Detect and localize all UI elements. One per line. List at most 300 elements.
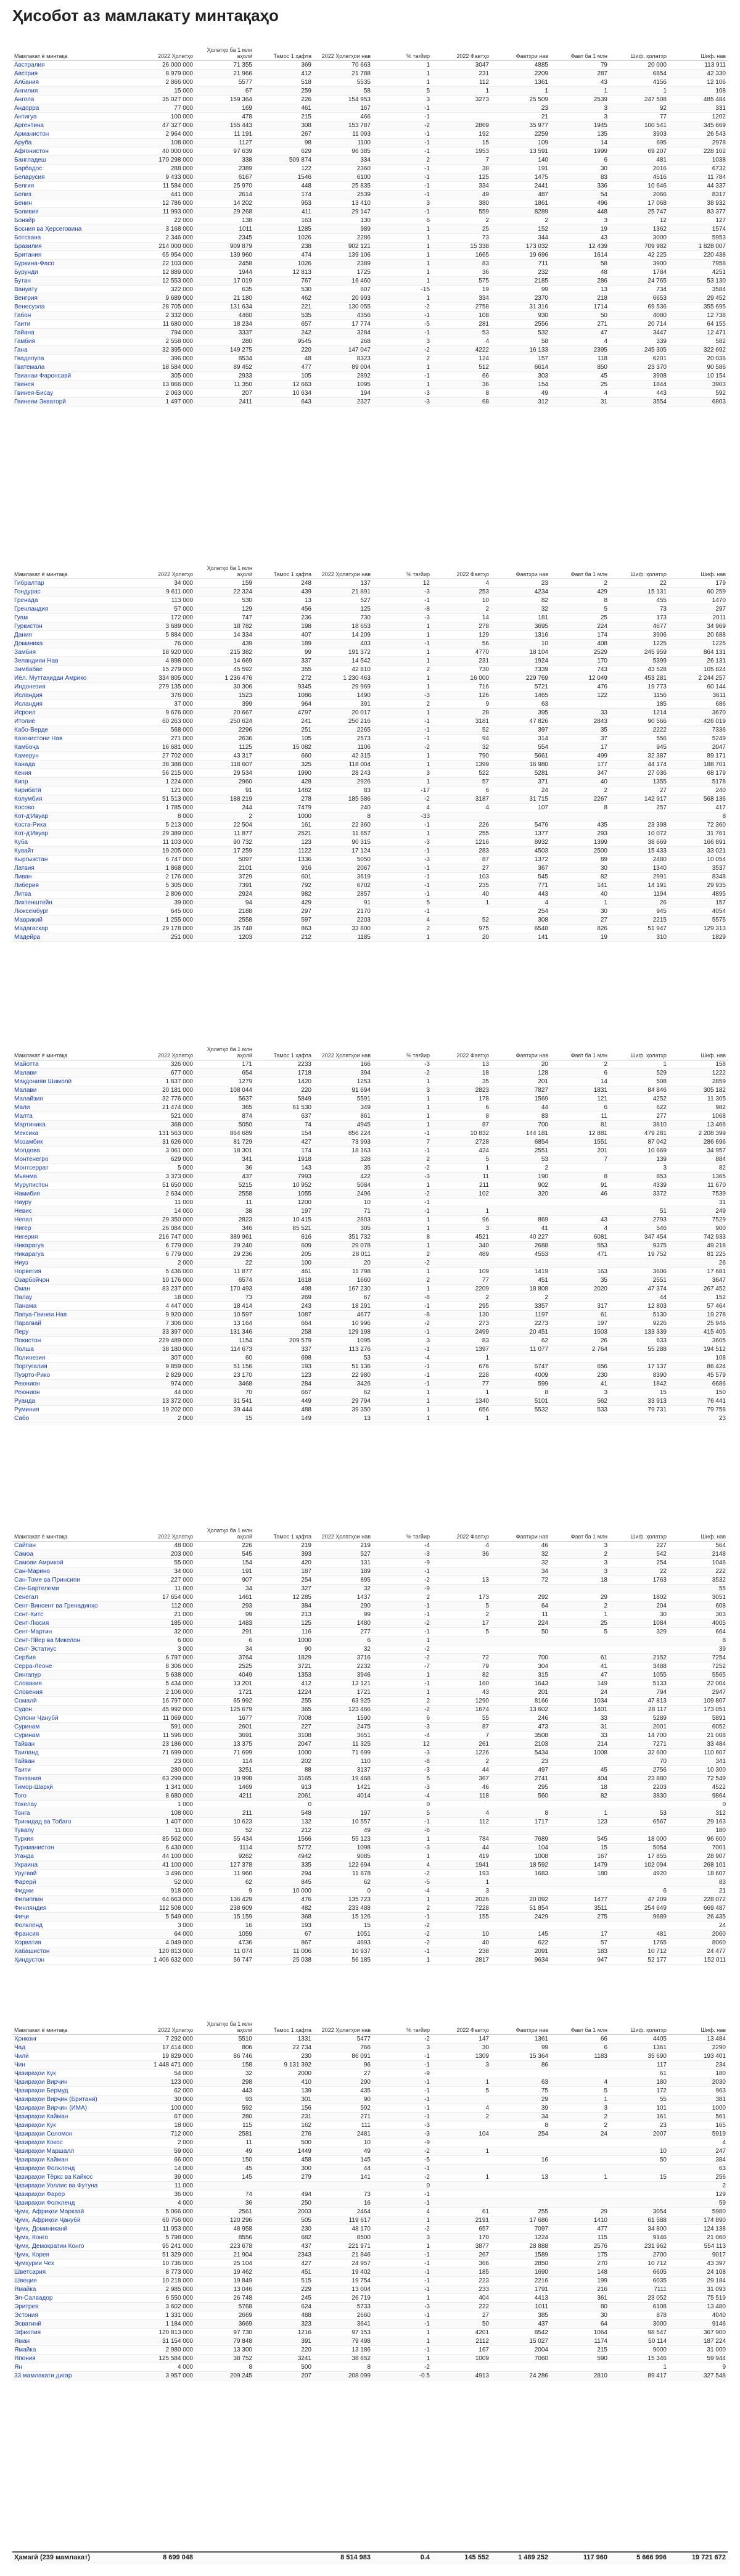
country-link[interactable]: Кирибатӣ xyxy=(14,787,41,794)
country-link[interactable]: Сербия xyxy=(14,1654,36,1661)
country-link[interactable]: Полша xyxy=(14,1346,34,1353)
country-link[interactable]: Того xyxy=(14,1793,27,1799)
table-cell: 24 477 xyxy=(707,1948,726,1955)
country-link[interactable]: Сомалӣ xyxy=(14,1698,37,1704)
country-link[interactable]: Лихтенштейн xyxy=(14,899,52,906)
country-link[interactable]: Литва xyxy=(14,891,31,898)
country-link[interactable]: Сент-Китс xyxy=(14,1611,44,1618)
country-link[interactable]: Ян xyxy=(14,2364,22,2371)
column-header[interactable]: Фавт ба 1 млн xyxy=(570,571,607,577)
country-link[interactable]: Бутан xyxy=(14,278,31,284)
country-link[interactable]: Гваделупа xyxy=(14,355,44,362)
column-header[interactable]: Шиф. нав xyxy=(701,53,726,59)
country-link[interactable]: Косово xyxy=(14,804,35,811)
country-link[interactable]: Беларусия xyxy=(14,174,45,181)
country-link[interactable]: Тимор-Шарқӣ xyxy=(14,1784,53,1791)
country-link[interactable]: Фиджи xyxy=(14,1888,34,1894)
table-cell: 49 xyxy=(482,191,489,198)
country-link[interactable]: Самоа xyxy=(14,1551,33,1558)
table-row xyxy=(12,1138,728,1147)
column-header[interactable]: 2022 Фавтҳо xyxy=(456,53,489,59)
country-link[interactable]: Ҷумҳ. Африқои Ҷанубӣ xyxy=(14,2217,81,2224)
column-header[interactable]: % тағйир xyxy=(406,2027,430,2033)
country-link[interactable]: Сайпан xyxy=(14,1542,36,1549)
country-link[interactable]: Андорра xyxy=(14,105,39,112)
country-link[interactable]: Гана xyxy=(14,347,28,353)
country-link[interactable]: Либерия xyxy=(14,882,39,889)
country-link[interactable]: Гвинея-Бисау xyxy=(14,390,54,397)
country-link[interactable]: Иёл. Муттаҳидаи Амрико xyxy=(14,675,87,682)
country-link[interactable]: Пуэрто-Рико xyxy=(14,1372,51,1379)
column-header[interactable]: 2022 Ҳолатҳо xyxy=(157,1052,193,1059)
country-link[interactable]: Япония xyxy=(14,2355,36,2362)
country-link[interactable]: Сен-Бартелеми xyxy=(14,1585,59,1592)
country-link[interactable]: Сент-Мартин xyxy=(14,1629,52,1635)
country-link[interactable]: Тринидад ва Тобаго xyxy=(14,1818,72,1825)
table-cell: 1203 xyxy=(238,934,252,941)
column-header[interactable]: 2022 Ҳолатҳои нав xyxy=(321,2027,371,2033)
country-link[interactable]: Швеция xyxy=(14,2277,37,2284)
column-header[interactable]: 2022 Ҳолатҳои нав xyxy=(321,1052,371,1059)
country-link[interactable]: Гренада xyxy=(14,597,38,604)
table-cell: 3 689 000 xyxy=(165,623,193,630)
country-link[interactable]: Кения xyxy=(14,770,31,777)
column-header[interactable]: 2022 Ҳолатҳо xyxy=(157,2027,193,2033)
country-link[interactable]: Гуам xyxy=(14,614,28,621)
country-link[interactable]: Гвианаи Фаронсавӣ xyxy=(14,373,72,379)
country-link[interactable]: Сингапур xyxy=(14,1672,41,1678)
column-header[interactable]: Шиф. ҳолатҳо xyxy=(630,571,667,577)
country-link[interactable]: Серра-Леоне xyxy=(14,1663,52,1670)
country-link[interactable]: Буркина-Фасо xyxy=(14,260,55,267)
country-link[interactable]: Ҷумҳурии Чех xyxy=(14,2260,54,2267)
column-header[interactable]: Мамлакат ё минтақа xyxy=(14,2027,68,2033)
country-link[interactable]: Сент-Пйер ва Микелон xyxy=(14,1637,81,1644)
country-link[interactable]: Люксембург xyxy=(14,908,49,915)
country-link[interactable]: Эл-Салвадор xyxy=(14,2295,53,2301)
country-link[interactable]: Майотта xyxy=(14,1061,39,1068)
country-link[interactable]: Бразилия xyxy=(14,243,42,250)
country-link[interactable]: Барбадос xyxy=(14,165,43,172)
country-link[interactable]: Дания xyxy=(14,632,32,638)
country-link[interactable]: Невис xyxy=(14,1208,32,1215)
country-link[interactable]: Кот-д'Ивуар xyxy=(14,813,49,820)
column-header[interactable]: Тамос 1 ҳафта xyxy=(273,571,311,577)
country-link[interactable]: Сенегал xyxy=(14,1594,38,1601)
country-link[interactable]: Яман xyxy=(14,2338,30,2345)
country-link[interactable]: Оман xyxy=(14,1286,30,1292)
country-link[interactable]: Ҷумҳ. Конго xyxy=(14,2234,48,2241)
country-link[interactable]: Эстония xyxy=(14,2312,38,2319)
country-link[interactable]: Кыргызстан xyxy=(14,856,48,863)
column-header[interactable]: 2022 Фавтҳо xyxy=(456,1534,489,1540)
country-link[interactable]: Колумбия xyxy=(14,796,43,803)
country-link[interactable]: Гватемала xyxy=(14,364,45,371)
country-link[interactable]: Албания xyxy=(14,79,39,86)
country-link[interactable]: Перу xyxy=(14,1329,29,1335)
country-link[interactable]: Ҷумҳ. Демократии Конго xyxy=(14,2243,84,2250)
column-header[interactable]: Ҳолатҳо ба 1 млн аҳолӣ xyxy=(207,565,252,577)
column-header[interactable]: Тамос 1 ҳафта xyxy=(273,2027,311,2033)
column-header[interactable]: Шиф. нав xyxy=(701,1052,726,1059)
country-link[interactable]: Уганда xyxy=(14,1853,34,1860)
country-link[interactable]: Сент-Эстатиус xyxy=(14,1646,57,1653)
country-link[interactable]: Зимбабве xyxy=(14,666,43,673)
country-link[interactable]: Норвегия xyxy=(14,1268,41,1275)
country-link[interactable]: Суринам xyxy=(14,1732,40,1739)
country-link[interactable]: Ҷазираҳои Фарер xyxy=(14,2191,65,2198)
country-link[interactable]: Мадейра xyxy=(14,934,41,941)
country-link[interactable]: Боливия xyxy=(14,208,39,215)
country-link[interactable]: Индонезия xyxy=(14,683,46,690)
country-link[interactable]: Венесуэла xyxy=(14,303,45,310)
column-header[interactable]: 2022 Ҳолатҳо xyxy=(157,53,193,59)
column-header[interactable]: 2022 Фавтҳо xyxy=(456,2027,489,2033)
country-link[interactable]: Фиҷи xyxy=(14,1913,29,1920)
country-link[interactable]: Ҷумҳ. Африқои Марказӣ xyxy=(14,2208,84,2215)
country-link[interactable]: Папуа-Гвинеи Нав xyxy=(14,1311,67,1318)
table-cell: 1784 xyxy=(652,269,667,276)
country-link[interactable]: Ҷазираҳои Бермуд xyxy=(14,2087,68,2094)
country-link[interactable]: Антигуа xyxy=(14,114,37,120)
table-cell: 1000 xyxy=(297,813,311,820)
column-header[interactable]: Мамлакат ё минтақа xyxy=(14,571,68,577)
table-cell: 81 xyxy=(600,1121,607,1128)
country-link[interactable]: Сан-Марино xyxy=(14,1568,50,1575)
country-link[interactable]: Ҷазираҳои Вирҷин (Британӣ) xyxy=(14,2096,97,2103)
column-header[interactable]: Тамос 1 ҳафта xyxy=(273,1052,311,1059)
table-cell: 3 xyxy=(426,2234,430,2241)
country-link[interactable]: Бенин xyxy=(14,200,32,207)
country-link[interactable]: Мьянма xyxy=(14,1173,37,1180)
country-link[interactable]: Малави xyxy=(14,1087,37,1094)
country-link[interactable]: Исландия xyxy=(14,692,43,699)
country-link[interactable]: Португалия xyxy=(14,1363,47,1370)
column-header[interactable]: Шиф. ҳолатҳо xyxy=(630,1052,667,1059)
country-link[interactable]: Самоаи Амрикоӣ xyxy=(14,1559,64,1566)
country-link[interactable]: Хабашистон xyxy=(14,1948,50,1955)
country-link[interactable]: Чад xyxy=(14,2044,26,2051)
country-link[interactable]: Австралия xyxy=(14,62,45,68)
column-header[interactable]: 2022 Ҳолатҳои нав xyxy=(321,1534,371,1540)
country-link[interactable]: Камбоҷа xyxy=(14,744,39,751)
table-cell: 238 xyxy=(479,1948,489,1955)
country-link[interactable]: Ҷазираҳои Фолкленд xyxy=(14,2165,75,2172)
country-link[interactable]: Гренландия xyxy=(14,606,49,613)
country-link[interactable]: Чилӣ xyxy=(14,2053,29,2060)
country-link[interactable]: Словакия xyxy=(14,1680,42,1687)
column-header[interactable]: Мамлакат ё минтақа xyxy=(14,53,68,59)
column-header[interactable]: 2022 Ҳолатҳо xyxy=(157,571,193,577)
country-link[interactable]: Исландия xyxy=(14,701,43,708)
country-link[interactable]: Ҷумҳ. Корея xyxy=(14,2252,49,2258)
country-link[interactable]: Уругвай xyxy=(14,1870,37,1877)
country-link[interactable]: Танзания xyxy=(14,1775,41,1782)
column-header[interactable]: Тамос 1 ҳафта xyxy=(273,53,311,59)
table-cell: 7 xyxy=(485,1732,489,1739)
country-link[interactable]: Таити xyxy=(14,1767,31,1773)
country-link[interactable]: Эфиопия xyxy=(14,2329,41,2336)
country-link[interactable]: Ҷумҳ. Доминиканӣ xyxy=(14,2226,68,2232)
country-link[interactable]: Полинезия xyxy=(14,1355,46,1361)
country-link[interactable]: Ангилия xyxy=(14,88,38,94)
country-link[interactable]: Бурунди xyxy=(14,269,38,276)
country-link[interactable]: Науру xyxy=(14,1199,32,1206)
country-link[interactable]: Ботсвана xyxy=(14,234,41,241)
table-cell: 1 xyxy=(604,88,607,94)
country-link[interactable]: Гайана xyxy=(14,329,35,336)
country-link[interactable]: Суринам xyxy=(14,1724,40,1730)
column-header[interactable]: Фавт ба 1 млн xyxy=(570,53,607,59)
country-link[interactable]: Маврикий xyxy=(14,917,43,923)
table-cell xyxy=(491,1887,550,1895)
country-link[interactable]: Гуркистон xyxy=(14,623,43,630)
country-link[interactable]: Тайван xyxy=(14,1758,35,1765)
country-link[interactable]: Мали xyxy=(14,1104,30,1111)
country-link[interactable]: Вануату xyxy=(14,286,38,293)
column-header[interactable]: % тағйир xyxy=(406,571,430,577)
table-cell: 53 130 xyxy=(707,278,726,284)
country-link[interactable]: Покистон xyxy=(14,1337,41,1344)
country-link[interactable]: Малайзия xyxy=(14,1096,43,1102)
country-link[interactable]: Парагвай xyxy=(14,1320,41,1327)
country-link[interactable]: Тонга xyxy=(14,1810,30,1817)
country-link[interactable]: Озарбойҷон xyxy=(14,1277,49,1284)
country-link[interactable]: Судон xyxy=(14,1706,32,1713)
country-link[interactable]: Монтенегро xyxy=(14,1156,49,1163)
country-link[interactable]: Финляндия xyxy=(14,1905,47,1912)
country-link[interactable]: Гибралтар xyxy=(14,580,44,587)
country-link[interactable]: Мурупистон xyxy=(14,1182,49,1189)
country-link[interactable]: Франсия xyxy=(14,1931,39,1938)
country-link[interactable]: Токелау xyxy=(14,1801,37,1808)
country-link[interactable]: Гаити xyxy=(14,321,31,328)
country-link[interactable]: Габон xyxy=(14,312,31,319)
table-cell: 144 181 xyxy=(525,1130,548,1137)
column-header[interactable]: Шиф. нав xyxy=(701,1534,726,1540)
column-header[interactable]: 2022 Ҳолатҳои нав xyxy=(321,53,371,59)
country-link[interactable]: Латвия xyxy=(14,865,35,872)
country-link[interactable]: Туркия xyxy=(14,1836,34,1843)
column-header[interactable]: % тағйир xyxy=(406,1052,430,1059)
country-link[interactable]: Мексика xyxy=(14,1130,39,1137)
country-link[interactable]: Ямайка xyxy=(14,2347,36,2353)
country-link[interactable]: 33 мамлакати дигар xyxy=(14,2372,72,2379)
country-link[interactable]: Доминика xyxy=(14,640,43,647)
country-link[interactable]: Камерун xyxy=(14,753,39,759)
column-header[interactable]: Ҳолатҳо ба 1 млн аҳолӣ xyxy=(207,47,252,59)
column-header[interactable]: Фавтҳои нав xyxy=(516,571,548,577)
country-link[interactable]: Намибия xyxy=(14,1191,40,1197)
country-link[interactable]: Ниуэ xyxy=(14,1260,28,1266)
column-header[interactable]: Фавтҳои нав xyxy=(516,1534,548,1540)
column-header[interactable]: Ҳолатҳо ба 1 млн аҳолӣ xyxy=(207,1527,252,1540)
country-link[interactable]: Мозамбик xyxy=(14,1139,43,1146)
country-link[interactable]: Арманистон xyxy=(14,131,49,138)
column-header[interactable]: Фавтҳои нав xyxy=(516,2027,548,2033)
country-link[interactable]: Ҷазираҳои Кайман xyxy=(14,2113,68,2120)
country-link[interactable]: Реюнион xyxy=(14,1389,40,1396)
country-link[interactable]: Замбия xyxy=(14,649,36,656)
country-link[interactable]: Венгрия xyxy=(14,295,38,302)
country-link[interactable]: Сулони Ҷанубӣ xyxy=(14,1715,59,1722)
country-link[interactable]: Тувалу xyxy=(14,1827,35,1834)
country-link[interactable]: Ҷазираҳои Кук xyxy=(14,2070,56,2077)
column-header[interactable]: Фавт ба 1 млн xyxy=(570,1534,607,1540)
table-cell: 389 961 xyxy=(229,1234,252,1241)
country-link[interactable]: Кабо-Верде xyxy=(14,727,48,733)
country-link[interactable]: Мақдонияи Шимолӣ xyxy=(14,1078,72,1085)
country-link[interactable]: Малави xyxy=(14,1070,37,1076)
country-link[interactable]: Эритрея xyxy=(14,2303,39,2310)
country-link[interactable]: Аруба xyxy=(14,139,32,146)
column-header[interactable]: Мамлакат ё минтақа xyxy=(14,1534,68,1540)
column-header[interactable]: Тамос 1 ҳафта xyxy=(273,1534,311,1540)
table-cell: 2 208 399 xyxy=(698,1130,726,1137)
country-link[interactable]: Гвинеяи Экваторӣ xyxy=(14,398,66,405)
column-header[interactable]: Шиф. нав xyxy=(701,571,726,577)
country-link[interactable]: Ҷазираҳои Уоллис ва Футуна xyxy=(14,2182,98,2189)
country-link[interactable]: Ҷазираҳои Маршалл xyxy=(14,2148,75,2155)
country-link[interactable]: Гамбия xyxy=(14,338,35,345)
country-link[interactable]: Куба xyxy=(14,839,28,846)
country-link[interactable]: Аргентина xyxy=(14,122,44,129)
country-link[interactable]: Молдова xyxy=(14,1147,40,1154)
country-link[interactable]: Палау xyxy=(14,1294,33,1301)
table-cell: 1990 xyxy=(297,770,311,777)
country-link[interactable]: Итолиё xyxy=(14,718,35,725)
column-header[interactable]: Ҳолатҳо ба 1 млн аҳолӣ xyxy=(207,1046,252,1059)
country-link[interactable]: Казокистони Нав xyxy=(14,735,63,742)
country-link[interactable]: Исроил xyxy=(14,709,36,716)
country-link[interactable]: Украина xyxy=(14,1862,38,1868)
column-header[interactable]: 2022 Фавтҳо xyxy=(456,1052,489,1059)
country-link[interactable]: Канада xyxy=(14,761,35,768)
country-link[interactable]: Руанда xyxy=(14,1398,36,1405)
country-link[interactable]: Кот-д'Ивуар xyxy=(14,830,49,837)
country-link[interactable]: Австрия xyxy=(14,70,38,77)
country-link[interactable]: Ямайка xyxy=(14,2286,36,2293)
country-link[interactable]: Зеландияи Нав xyxy=(14,658,59,664)
country-link[interactable]: Фолкленд xyxy=(14,1922,43,1929)
country-link[interactable]: Ҳонконг xyxy=(14,2036,37,2042)
country-link[interactable]: Афғонистон xyxy=(14,148,49,155)
table-cell: 236 xyxy=(301,614,311,621)
table-cell: 1844 xyxy=(652,381,667,388)
country-link[interactable]: Ливан xyxy=(14,873,32,880)
table-cell: 884 xyxy=(715,1156,726,1163)
country-link[interactable]: Ҷазираҳои Кайман xyxy=(14,2157,68,2163)
country-link[interactable]: Бангладеш xyxy=(14,157,46,163)
table-cell: 18 104 xyxy=(529,649,548,656)
column-header[interactable]: Фавт ба 1 млн xyxy=(570,1052,607,1059)
country-link[interactable]: Ҷазираҳои Тёркс ва Кайкос xyxy=(14,2174,93,2181)
country-link[interactable]: Монтсеррат xyxy=(14,1165,49,1171)
table-cell: 426 019 xyxy=(703,718,726,725)
country-link[interactable]: Нигер xyxy=(14,1225,31,1232)
country-link[interactable]: Филиппин xyxy=(14,1896,43,1903)
country-link[interactable]: Ҷазираҳои Вирҷин (ИМА) xyxy=(14,2105,88,2112)
country-link[interactable]: Таиланд xyxy=(14,1749,39,1756)
column-header[interactable]: Фавт ба 1 млн xyxy=(570,2027,607,2033)
country-link[interactable]: Кипр xyxy=(14,778,28,785)
country-link[interactable]: Ҷазираҳои Кук xyxy=(14,2122,56,2129)
country-link[interactable]: Ҷазираҳои Кокос xyxy=(14,2139,63,2146)
column-header[interactable]: % тағйир xyxy=(406,53,430,59)
country-link[interactable]: Никарагуа xyxy=(14,1242,44,1249)
country-link[interactable]: Шветсария xyxy=(14,2269,46,2276)
table-cell: 55 434 xyxy=(233,1836,252,1843)
country-link[interactable]: Фарерӣ xyxy=(14,1879,36,1886)
country-link[interactable]: Ҷазираҳои Фолкленд xyxy=(14,2200,75,2207)
country-link[interactable]: Белгия xyxy=(14,183,35,189)
table-cell: 41 xyxy=(541,1225,548,1232)
column-header[interactable]: 2022 Ҳолатҳои нав xyxy=(321,571,371,577)
table-cell: 24 xyxy=(718,1922,726,1929)
column-header[interactable]: Фавтҳои нав xyxy=(516,53,548,59)
country-link[interactable]: Сабо xyxy=(14,1415,30,1422)
country-link[interactable]: Гондурас xyxy=(14,588,41,595)
column-header[interactable]: Шиф. ҳолатҳо xyxy=(630,53,667,59)
column-header[interactable]: Шиф. ҳолатҳо xyxy=(630,1534,667,1540)
table-cell: 8556 xyxy=(238,2234,252,2241)
country-link[interactable]: Коста-Рика xyxy=(14,822,47,828)
country-link[interactable]: Непал xyxy=(14,1216,33,1223)
column-header[interactable]: Фавтҳои нав xyxy=(516,1052,548,1059)
country-link[interactable]: Бонэйр xyxy=(14,217,35,224)
country-link[interactable]: Мадагаскар xyxy=(14,925,49,932)
table-cell: 1 xyxy=(426,753,430,759)
country-link[interactable]: Нигерия xyxy=(14,1234,38,1241)
country-link[interactable]: Чин xyxy=(14,2062,25,2068)
table-cell: 43 317 xyxy=(233,753,252,759)
column-header[interactable]: Шиф. ҳолатҳо xyxy=(630,2027,667,2033)
country-link[interactable]: Руминия xyxy=(14,1406,39,1413)
column-header[interactable]: Мамлакат ё минтақа xyxy=(14,1052,68,1059)
country-link[interactable]: Туркманистон xyxy=(14,1844,54,1851)
column-header[interactable]: 2022 Ҳолатҳо xyxy=(157,1534,193,1540)
country-link[interactable]: Никарагуа xyxy=(14,1251,44,1258)
table-cell: 25 747 xyxy=(648,208,667,215)
country-link[interactable]: Мартиника xyxy=(14,1121,46,1128)
country-link[interactable]: Белиз xyxy=(14,191,31,198)
country-link[interactable]: Гвинея xyxy=(14,381,35,388)
country-link[interactable]: Сент-Люсия xyxy=(14,1620,49,1627)
column-header[interactable]: Ҳолатҳо ба 1 млн аҳолӣ xyxy=(207,2021,252,2033)
table-row xyxy=(12,899,728,907)
country-link[interactable]: Ангола xyxy=(14,96,35,103)
country-link[interactable]: Ҷазираҳои Вирҷин xyxy=(14,2079,68,2086)
country-link[interactable]: Панама xyxy=(14,1303,37,1310)
country-link[interactable]: Тайван xyxy=(14,1741,35,1748)
country-link[interactable]: Босния ва Ҳерсеговина xyxy=(14,226,82,233)
column-header[interactable]: Шиф. нав xyxy=(701,2027,726,2033)
country-link[interactable]: Кувайт xyxy=(14,848,34,854)
country-link[interactable]: Ҷазираҳои Соломон xyxy=(14,2131,73,2137)
country-link[interactable]: Хорватия xyxy=(14,1939,41,1946)
table-cell: 556 xyxy=(656,735,667,742)
country-link[interactable]: Сан-Томе ва Принсипи xyxy=(14,1577,80,1583)
country-link[interactable]: Реюнион xyxy=(14,1381,40,1387)
country-link[interactable]: Британия xyxy=(14,252,42,258)
country-link[interactable]: Ҳиндустон xyxy=(14,1957,45,1963)
country-link[interactable]: Словения xyxy=(14,1689,43,1696)
column-header[interactable]: 2022 Фавтҳо xyxy=(456,571,489,577)
country-link[interactable]: Эсватинӣ xyxy=(14,2321,42,2327)
column-header[interactable]: % тағйир xyxy=(406,1534,430,1540)
country-link[interactable]: Малта xyxy=(14,1113,33,1120)
country-link[interactable]: Сент-Винсент ва Гренадинҳо xyxy=(14,1603,98,1609)
